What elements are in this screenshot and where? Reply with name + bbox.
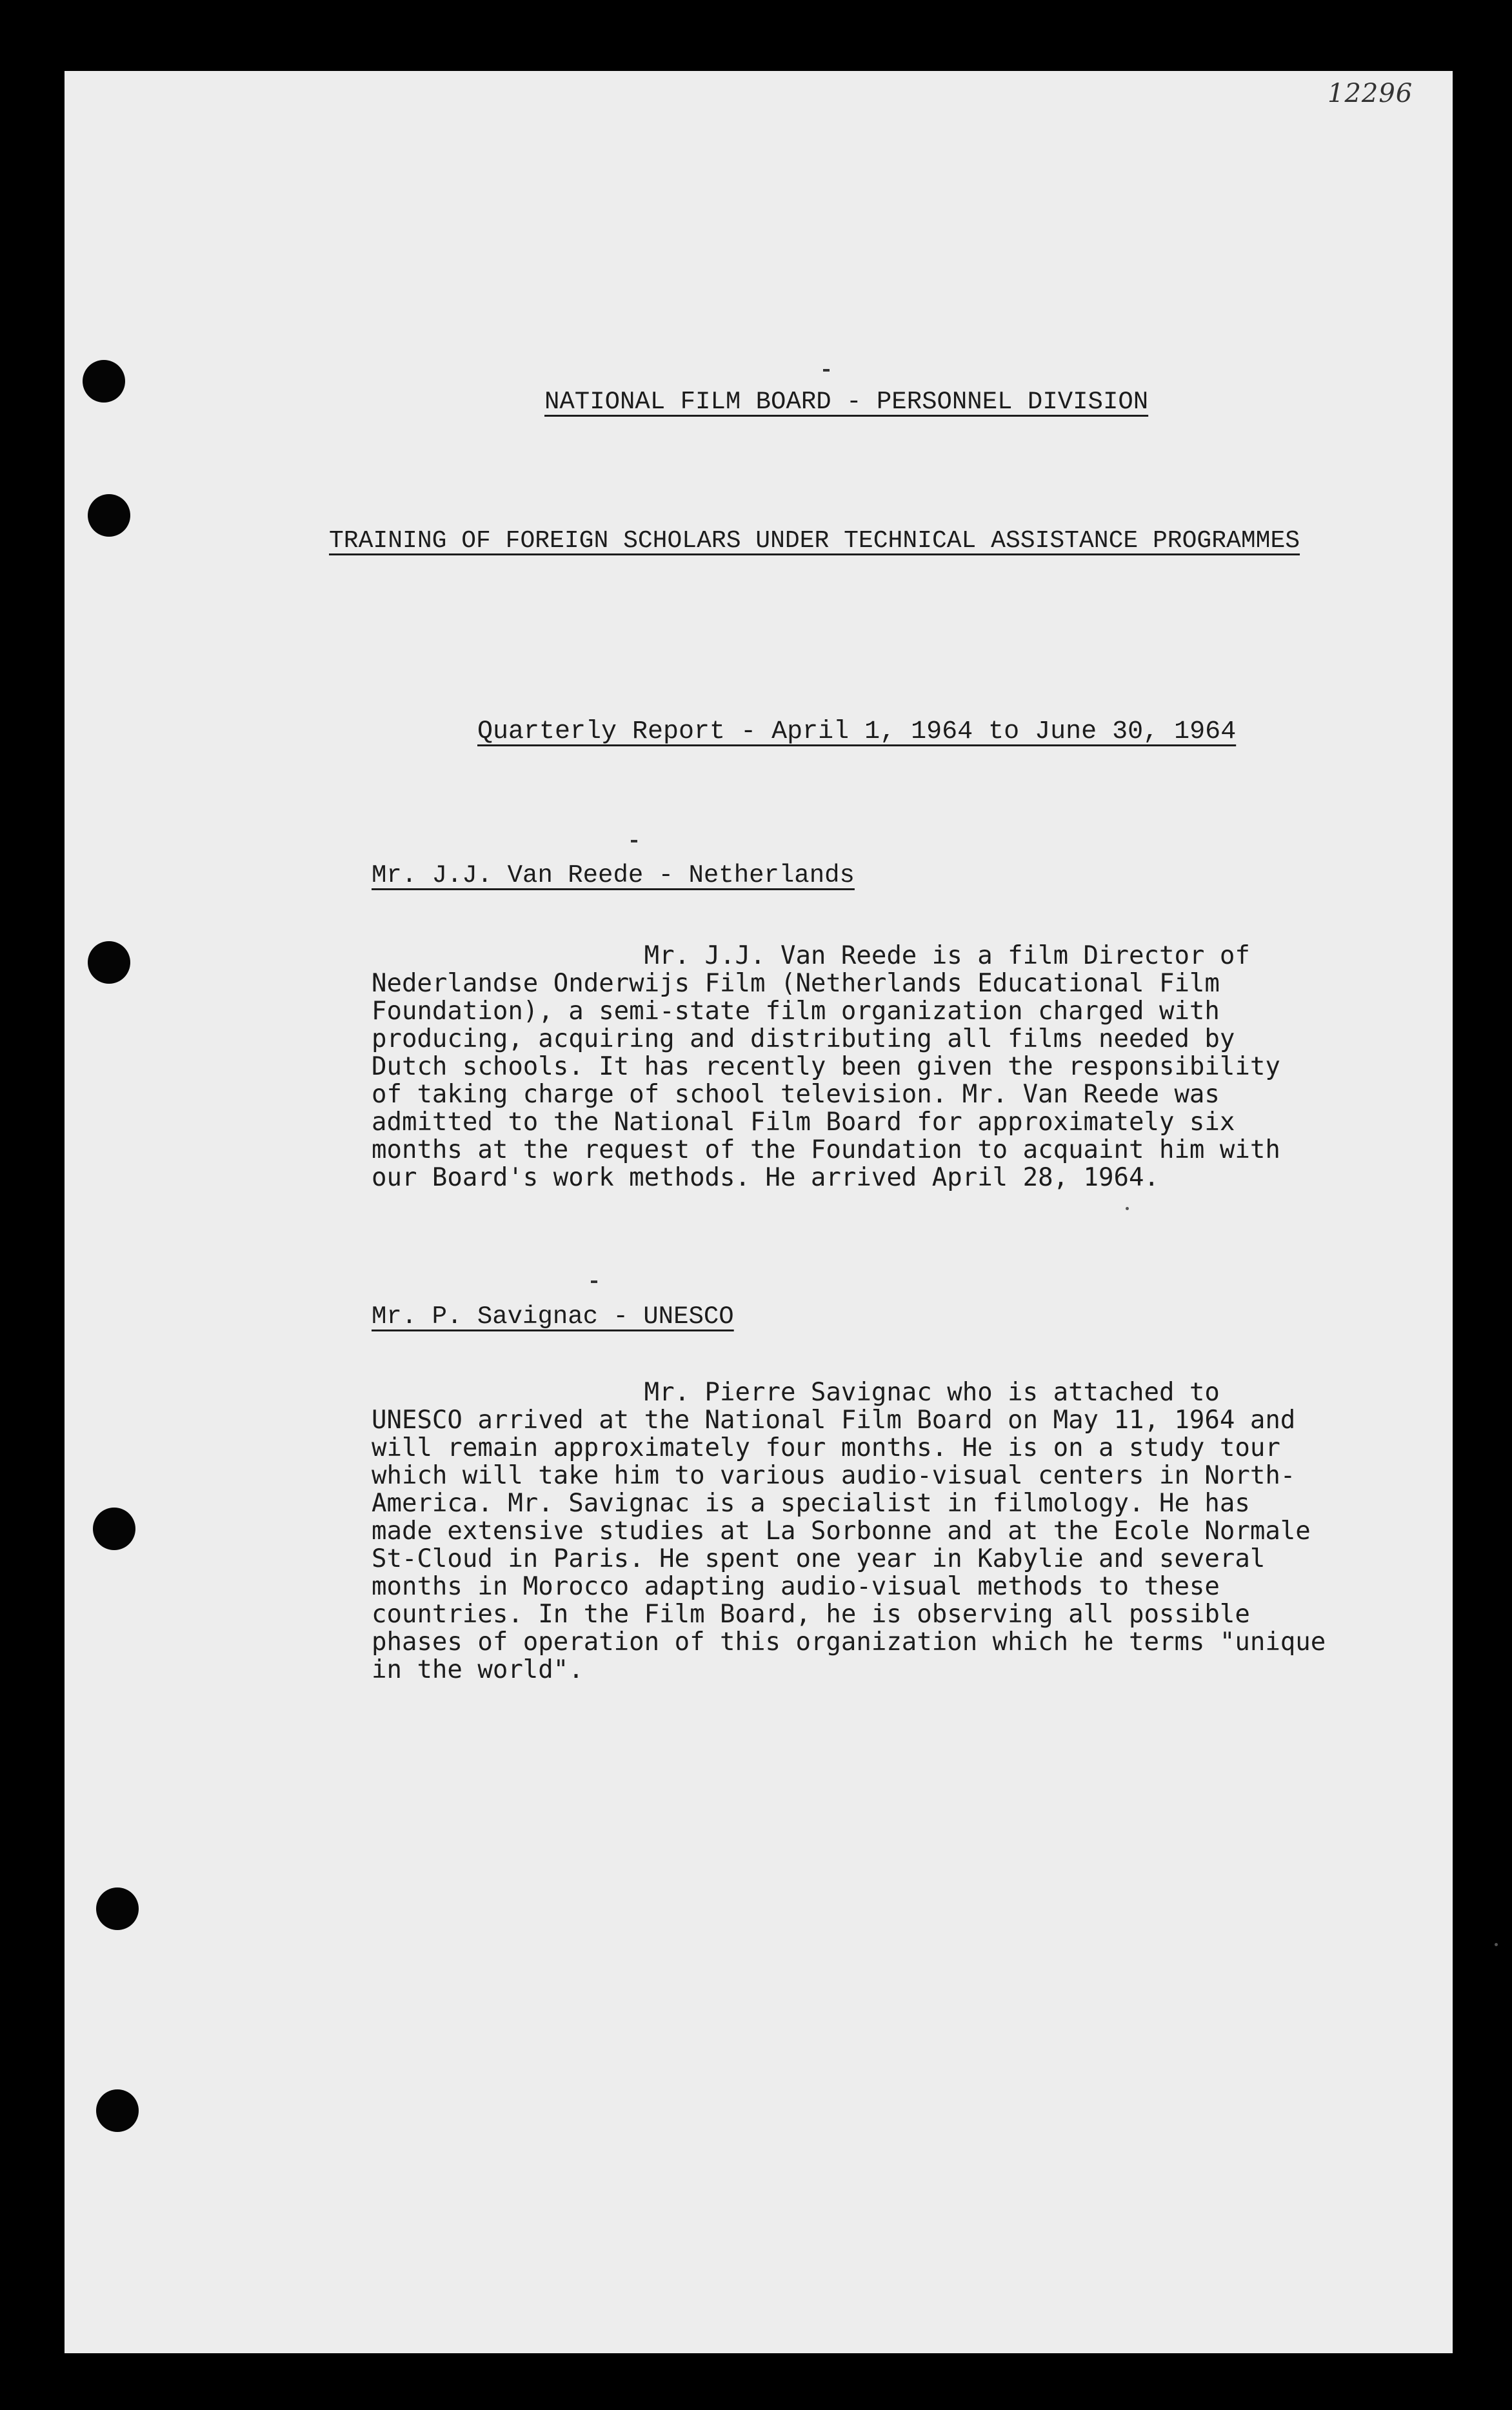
- paragraph-line: which will take him to various audio-visual centers in North-: [372, 1461, 1296, 1490]
- binder-hole: [96, 2089, 139, 2132]
- section-paragraph: [372, 1379, 1326, 1684]
- paragraph-line: Foundation), a semi-state film organization charged with: [372, 997, 1220, 1026]
- paper-speck: [1495, 1943, 1498, 1946]
- section-paragraph: [372, 942, 1280, 1191]
- paragraph-line: months in Morocco adapting audio-visual methods to these: [372, 1572, 1220, 1601]
- typewriter-mark: [631, 840, 637, 842]
- binder-hole: [88, 941, 130, 984]
- division-title: NATIONAL FILM BOARD - PERSONNEL DIVISION: [544, 388, 1149, 416]
- binder-hole: [88, 494, 130, 537]
- paragraph-line: our Board's work methods. He arrived April 28, 1964.: [372, 1163, 1159, 1192]
- paragraph-line: in the world".: [372, 1655, 584, 1684]
- paragraph-line: countries. In the Film Board, he is observing all possible: [372, 1600, 1250, 1629]
- paragraph-line: Dutch schools. It has recently been given the responsibility: [372, 1052, 1280, 1081]
- typewriter-mark: [591, 1280, 597, 1283]
- archive-number: 12296: [1328, 79, 1413, 108]
- program-title: TRAINING OF FOREIGN SCHOLARS UNDER TECHNICAL ASSISTANCE PROGRAMMES: [329, 527, 1300, 555]
- paragraph-line: Mr. J.J. Van Reede is a film Director of: [372, 941, 1250, 970]
- binder-hole: [96, 1887, 139, 1930]
- paragraph-line: months at the request of the Foundation to acquaint him with: [372, 1135, 1280, 1164]
- paragraph-line: UNESCO arrived at the National Film Board on May 11, 1964 and: [372, 1406, 1296, 1435]
- paragraph-line: will remain approximately four months. He is on a study tour: [372, 1433, 1280, 1462]
- paragraph-line: producing, acquiring and distributing all films needed by: [372, 1024, 1235, 1053]
- paragraph-line: phases of operation of this organization which he terms "unique: [372, 1628, 1326, 1657]
- paragraph-line: St-Cloud in Paris. He spent one year in Kabylie and several: [372, 1544, 1266, 1573]
- section-heading: Mr. P. Savignac - UNESCO: [372, 1302, 734, 1331]
- binder-hole: [93, 1508, 135, 1550]
- paragraph-line: admitted to the National Film Board for approximately six: [372, 1108, 1235, 1137]
- report-period: Quarterly Report - April 1, 1964 to June 30, 1964: [477, 717, 1237, 746]
- paragraph-line: Mr. Pierre Savignac who is attached to: [372, 1378, 1220, 1407]
- paragraph-line: made extensive studies at La Sorbonne and at the Ecole Normale: [372, 1517, 1311, 1546]
- section-heading: Mr. J.J. Van Reede - Netherlands: [372, 861, 855, 890]
- paragraph-line: Nederlandse Onderwijs Film (Netherlands Educational Film: [372, 969, 1220, 998]
- paragraph-line: of taking charge of school television. Mr. Van Reede was: [372, 1080, 1220, 1109]
- paper-speck: [1126, 1207, 1129, 1210]
- paragraph-line: America. Mr. Savignac is a specialist in filmology. He has: [372, 1489, 1250, 1518]
- binder-hole: [83, 360, 125, 403]
- typewriter-mark: [823, 369, 830, 372]
